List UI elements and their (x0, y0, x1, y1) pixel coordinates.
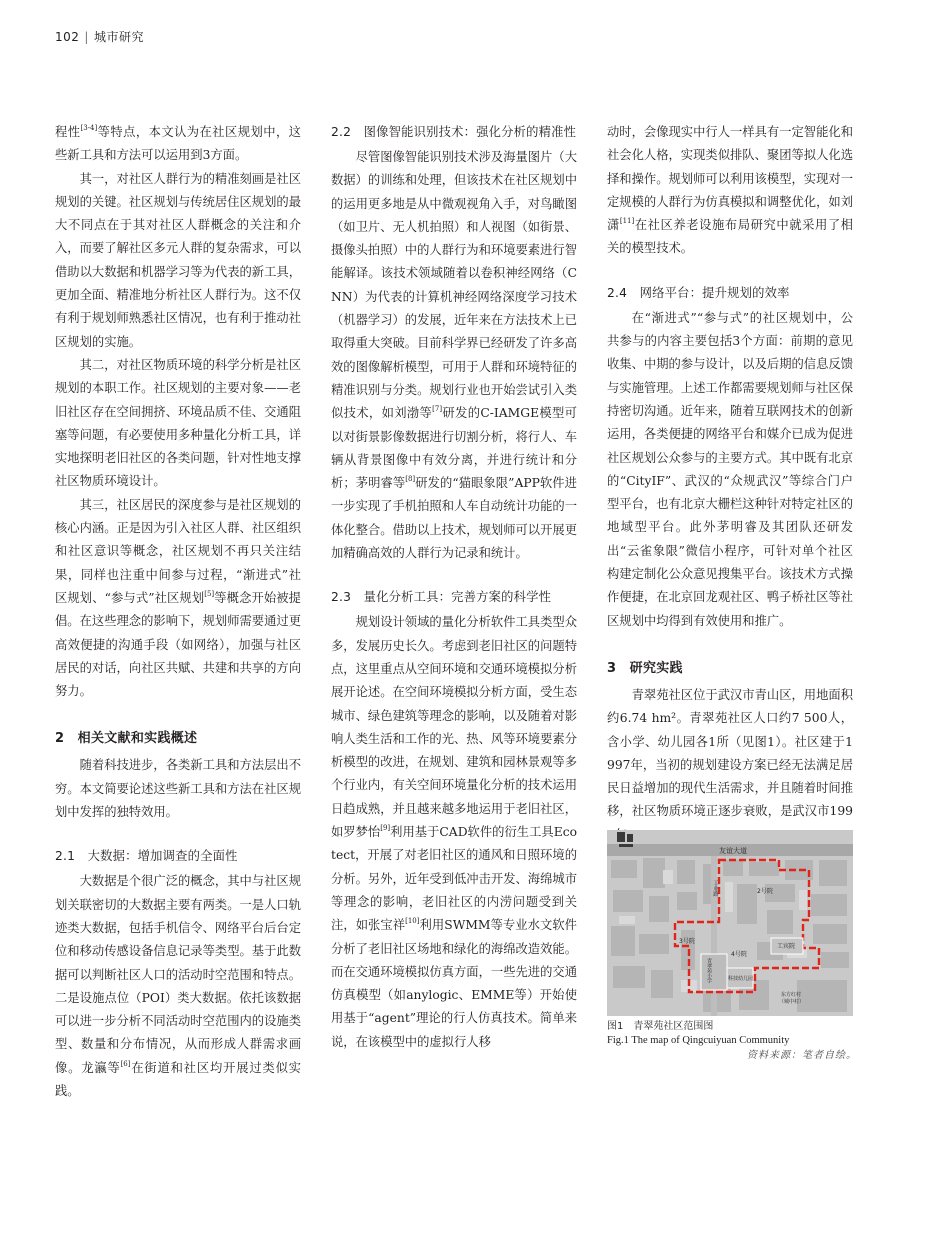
paragraph: 其二，对社区物质环境的科学分析是社区规划的本职工作。社区规划的主要对象——老旧社区存在空间拥挤、环境品质不佳、交通阻塞等问题，有必要使用多种量化分析工具，详实地探明老旧社区的各类问题，针对性地支撑社区物质环境设计。 (55, 357, 301, 489)
subsection-heading: 2.4 网络平台：提升规划的效率 (607, 285, 790, 300)
citation-ref[interactable]: [7] (432, 405, 443, 414)
caption-english: Fig.1 The map of Qingcuiyuan Community (607, 1035, 790, 1046)
page-number: 102 (55, 30, 80, 44)
text-column-2 (331, 121, 577, 1054)
logo-icon (617, 832, 633, 847)
citation-ref[interactable]: [10] (405, 917, 420, 926)
paragraph: 程性[3-4]等特点，本文认为在社区规划中，这些新工具和方法可以运用到3方面。 (55, 124, 301, 163)
community-map (607, 830, 853, 1016)
kindergarten-label: 科技幼儿园 (728, 976, 754, 982)
paragraph: 其三，社区居民的深度参与是社区规划的核心内涵。正是因为引入社区人群、社区组织和社区意识等概念，社区规划不再只关注结果，同样也注重中间参与过程，“渐进式”社区规划、“参与式”社区规划[5]等概念开始被提倡。在这些理念的影响下，规划师需要通过更高效便捷的沟通手段（如网络），加强与社区居民的对话，向社区共赋、共建和共享的方向努力。 (55, 497, 301, 699)
paragraph: 规划设计领域的量化分析软件工具类型众多，发展历史长久。考虑到老旧社区的问题特点，这里重点从空间环境和交通环境模拟分析展开论述。在空间环境模拟分析方面，受生态城市、绿色建筑等理念的影响，以及随着对影响人类生活和工作的光、热、风等环境要素分析模型的改进，在规划、建筑和园林景观等多个行业内，有关空间环境量化分析的技术运用日趋成熟，并且越来越多地运用于老旧社区，如罗梦怡[9]利用基于CAD软件的衍生工具Ecotect，开展了对老旧社区的通风和日照环境的分析。另外，近年受到低冲击开发、海绵城市等理念的影响，老旧社区的内涝问题受到关注，如张宝祥[10]利用SWMM等专业水文软件分析了老旧社区场地和绿化的海绵改造效能。而在交通环境模拟仿真方面，一些先进的交通仿真模型（如anylogic、EMME等）开始使用基于“agent”理论的行人仿真技术。简单来说，在该模型中的虚拟行人移 (331, 615, 577, 1049)
paragraph: 青翠苑社区位于武汉市青山区，用地面积约6.74 hm²。青翠苑社区人口约7 500人，含小学、幼儿园各1所（见图1）。社区建于1997年，当初的规划建设方案已经无法满足居民日益增加的现代生活需求，并且随着时间推移，社区物质环境正逐步衰败，是武汉市199 (607, 687, 853, 819)
running-header (55, 28, 144, 45)
text-column-3 (607, 121, 853, 847)
subsection-heading: 2.2 图像智能识别技术：强化分析的精准性 (331, 125, 577, 139)
citation-ref[interactable]: [9] (380, 824, 391, 833)
paragraph: 在“渐进式”“参与式”的社区规划中，公共参与的内容主要包括3个方面：前期的意见收集、中期的参与设计，以及后期的信息反馈与实施管理。上述工作都需要规划师与社区保持密切沟通。近年来，随着互联网技术的创新运用，各类便捷的网络平台和媒介已成为促进社区规划公众参与的主要方式。其中既有北京的“CityIF”、武汉的“众规武汉”等综合门户型平台，也有北京大栅栏这种针对特定社区的地域型平台。此外茅明睿及其团队还研发出“云雀象限”微信小程序，可针对单个社区构建定制化公众意见搜集平台。该技术方式操作便捷，在北京回龙观社区、鸭子桥社区等社区规划中均得到有效使用和推广。 (607, 310, 853, 628)
road-label: 友谊大道 (719, 847, 747, 855)
community-map-figure (607, 830, 853, 1016)
courtyard-4-label: 4号院 (731, 951, 747, 958)
school-label: 青翠苑小学 (706, 958, 712, 983)
paragraph: 大数据是个很广泛的概念，其中与社区规划关联密切的大数据主要有两类。一是人口轨迹类大数据，包括手机信令、网络平台后台定位和移动传感设备信息记录等类型。基于此数据可以判断社区人口的活动时空范围和特点。二是设施点位（POI）类大数据。依托该数据可以进一步分析不同活动时空范围内的设施类型、数量和分布情况，从而形成人群需求画像。龙瀛等[6]在街道和社区均开展过类似实践。 (55, 874, 301, 1098)
citation-ref[interactable]: [8] (405, 475, 416, 484)
road2-label: 工业路 (712, 880, 718, 897)
citation-ref[interactable]: [11] (619, 217, 635, 226)
school-parcel (701, 954, 727, 990)
paragraph: 随着科技进步，各类新工具和方法层出不穷。本文简要论述这些新工具和方法在社区规划中发挥的独特效用。 (55, 758, 301, 820)
courtyard-2-label: 2号院 (757, 888, 773, 895)
village-note: （城中村） (779, 999, 805, 1005)
factory-label: 工宾院 (777, 943, 796, 950)
figure-source: 资料来源：笔者自绘。 (747, 1050, 857, 1061)
header-separator: | (84, 30, 89, 44)
courtyard-3-label: 3号院 (679, 938, 695, 945)
subsection-heading: 2.3 量化分析工具：完善方案的科学性 (331, 590, 552, 605)
figure-caption (607, 1020, 857, 1064)
section-heading: 3 研究实践 (607, 660, 683, 676)
caption-chinese: 图1 青翠苑社区范围图 (607, 1021, 714, 1032)
text-column-1 (55, 121, 301, 1103)
section-heading: 2 相关文献和实践概述 (55, 731, 198, 747)
citation-ref[interactable]: [5] (204, 589, 215, 598)
citation-ref[interactable]: [6] (120, 1059, 131, 1068)
village-label: 东方红村 (781, 992, 802, 998)
paragraph: 其一，对社区人群行为的精准刻画是社区规划的关键。社区规划与传统居住区规划的最大不同点在于其对社区人群概念的关注和介入，而要了解社区多元人群的复杂需求，可以借助以大数据和机器学习等为代表的新工具，更加全面、精准地分析社区人群行为。这不仅有利于规划师熟悉社区情况，也有利于推动社区规划的实施。 (55, 171, 301, 349)
journal-name: 城市研究 (93, 30, 144, 44)
paragraph: 尽管图像智能识别技术涉及海量图片（大数据）的训练和处理，但该技术在社区规划中的运用更多地是从中微观视角入手，对鸟瞰图（如卫片、无人机拍照）和人视图（如街景、摄像头拍照）中的人群行为和环境要素进行智能解译。该技术领域随着以卷积神经网络（CNN）为代表的计算机神经网络深度学习技术（机器学习）的发展，近年来在方法技术上已取得重大突破。目前科学界已经研发了许多高效的图像解析模型，可用于人群和环境特征的精准识别与分类。规划行业也开始尝试引入类似技术，如刘渤等[7]研发的C-IAMGE模型可以对街景影像数据进行切割分析，将行人、车辆从背景图像中有效分离，并进行统计和分析；茅明睿等[8]研发的“猫眼象限”APP软件进一步实现了手机拍照和人车自动统计功能的一体化整合。借助以上技术，规划师可以开展更加精确高效的人群行为记录和统计。 (331, 150, 577, 561)
paragraph: 动时，会像现实中行人一样具有一定智能化和社会化人格，实现类似排队、聚团等拟人化选择和操作。规划师可以利用该模型，实现对一定规模的人群行为仿真模拟和调整优化，如刘潇[11]在社区养老设施布局研究中就采用了相关的模型技术。 (607, 125, 853, 256)
citation-ref[interactable]: [3-4] (80, 124, 98, 132)
subsection-heading: 2.1 大数据：增加调查的全面性 (55, 849, 238, 864)
